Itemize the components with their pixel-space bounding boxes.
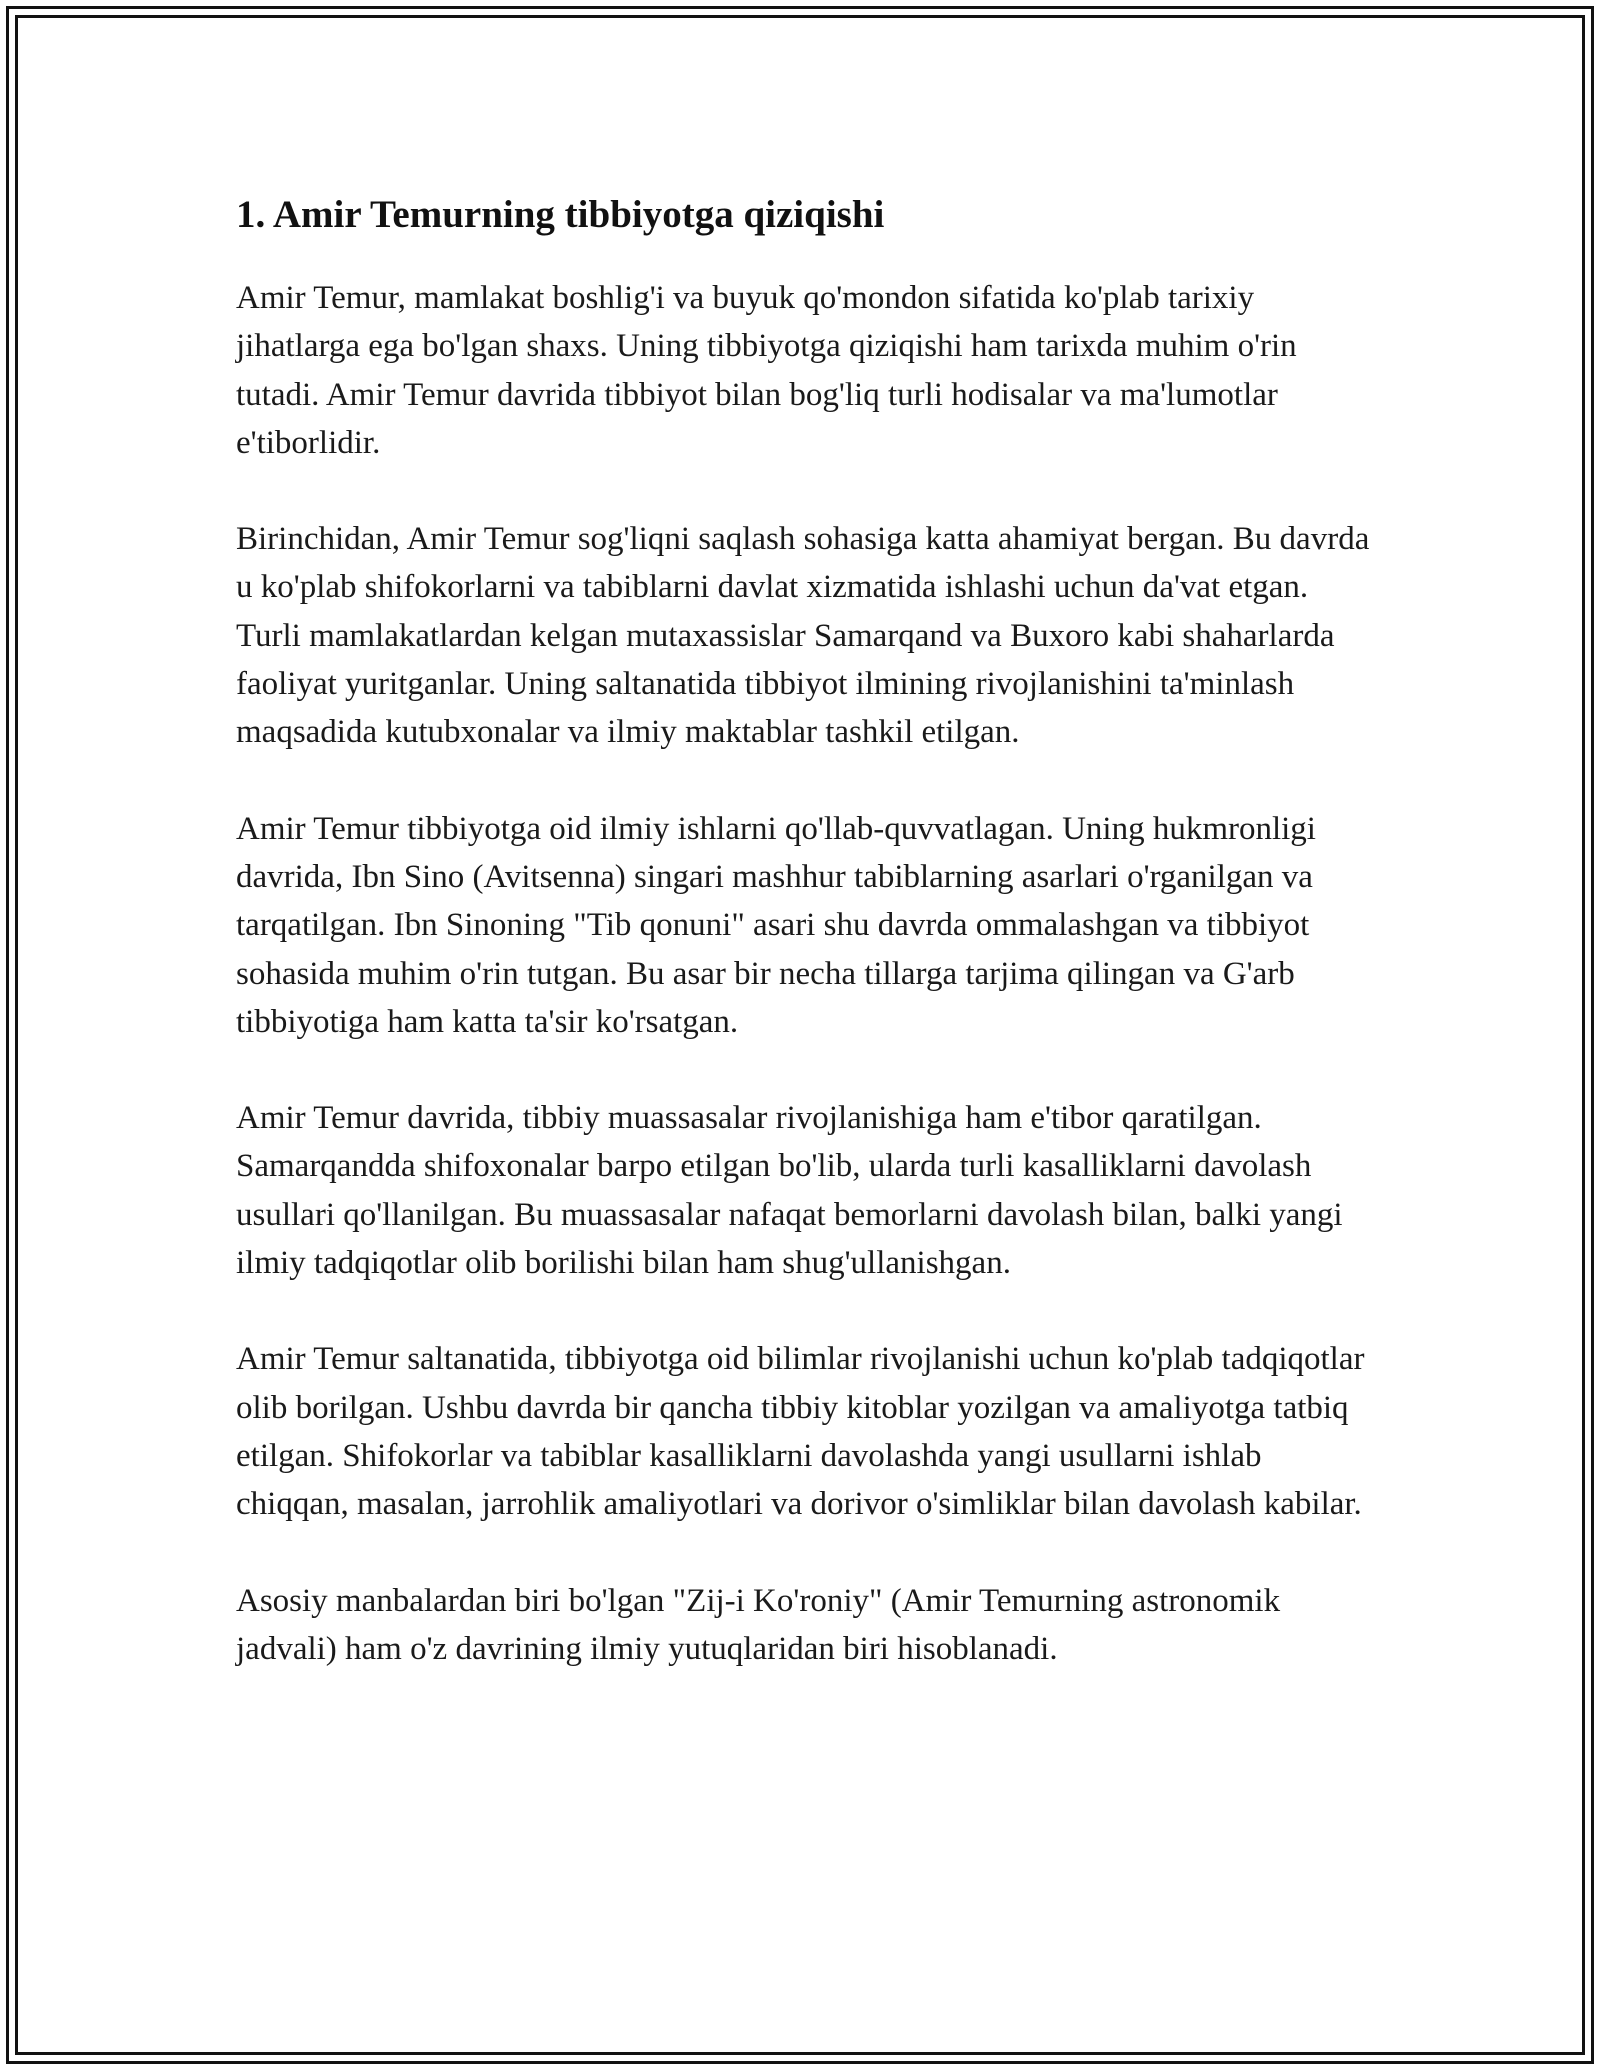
paragraph-1: Amir Temur, mamlakat boshlig'i va buyuk qo'mondon sifatida ko'plab tarixiy jihatlarga ega bo'lgan shaxs. Uning tibbiyotga qiziqishi ham tarixda muhim o'rin tutadi. Amir Temur davrida tibbiyot bilan bog'liq turli hodisalar va ma'lumotlar e'tiborlidir.	[236, 280, 1297, 461]
paragraph-4: Amir Temur davrida, tibbiy muassasalar rivojlanishiga ham e'tibor qaratilgan. Samarqandda shifoxonalar barpo etilgan bo'lib, ularda turli kasalliklarni davolash usullari qo'llanilgan. Bu muassasalar nafaqat bemorlarni davolash bilan, balki yangi ilmiy tadqiqotlar olib borilishi bilan ham shug'ullanishgan.	[236, 1100, 1343, 1282]
paragraph-3: Amir Temur tibbiyotga oid ilmiy ishlarni qo'llab-quvvatlagan. Uning hukmronligi davrida, Ibn Sino (Avitsenna) singari mashhur tabiblarning asarlari o'rganilgan va tarqatilgan. Ibn Sinoning "Tib qonuni" asari shu davrda ommalashgan va tibbiyot sohasida muhim o'rin tutgan. Bu asar bir necha tillarga tarjima qilingan va G'arb tibbiyotiga ham katta ta'sir ko'rsatgan.	[236, 810, 1316, 1040]
paragraph-5: Amir Temur saltanatida, tibbiyotga oid bilimlar rivojlanishi uchun ko'plab tadqiqotlar olib borilgan. Ushbu davrda bir qancha tibbiy kitoblar yozilgan va amaliyotga tatbiq etilgan. Shifokorlar va tabiblar kasalliklarni davolashda yangi usullarni ishlab chiqqan, masalan, jarrohlik amaliyotlari va dorivor o'simliklar bilan davolash kabilar.	[236, 1341, 1365, 1523]
paragraph-6: Asosiy manbalardan biri bo'lgan "Zij-i Ko'roniy" (Amir Temurning astronomik jadvali) ham o'z davrining ilmiy yutuqlaridan biri hisoblanadi.	[236, 1582, 1281, 1667]
document-body	[236, 188, 1376, 1673]
section-heading: 1. Amir Temurning tibbiyotga qiziqishi	[236, 193, 885, 236]
paragraph-2: Birinchidan, Amir Temur sog'liqni saqlash sohasiga katta ahamiyat bergan. Bu davrda u ko'plab shifokorlarni va tabiblarni davlat xizmatida ishlashi uchun da'vat etgan. Turli mamlakatlardan kelgan mutaxassislar Samarqand va Buxoro kabi shaharlarda faoliyat yuritganlar. Uning saltanatida tibbiyot ilmining rivojlanishini ta'minlash maqsadida kutubxonalar va ilmiy maktablar tashkil etilgan.	[236, 521, 1370, 751]
